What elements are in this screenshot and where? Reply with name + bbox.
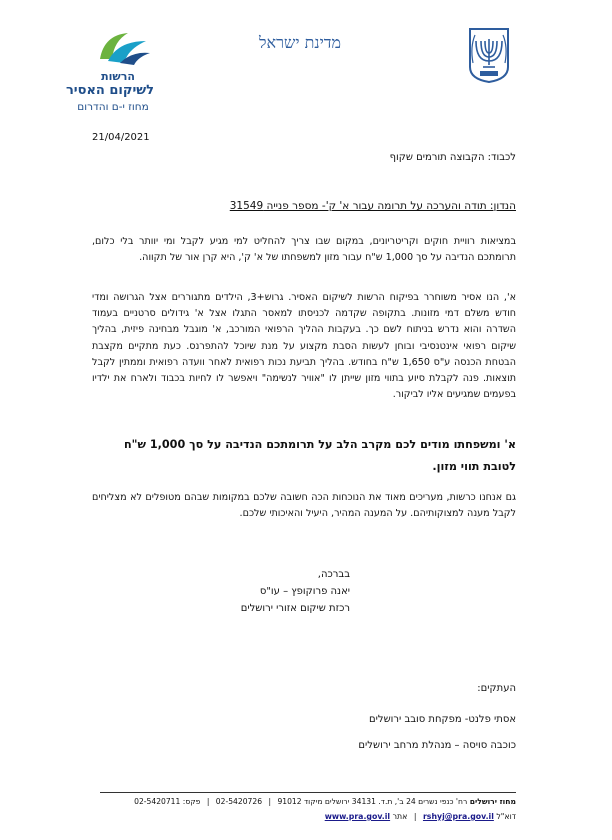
signature-block bbox=[240, 566, 350, 617]
body-paragraph-4: גם אנחנו כרשות, מעריכים מאוד את הנוכחות הכה חשובה שלכם במקומות שבהם מטופלים לא מצליחים לקבל מענה למצוקותיהם. על המענה המהיר, היעיל והאיכותי שלכם. bbox=[92, 492, 516, 520]
cc-item: כוכבה סויסה – מנהלת מרחב ירושלים bbox=[358, 740, 516, 751]
cc-item: אסתי פלנט- מפקחת סובב ירושלים bbox=[369, 714, 516, 725]
org-district: מחוז י-ם והדרום bbox=[77, 101, 149, 113]
body-paragraph-3-bold: א' ומשפחתו מודים לכם מקרב הלב על תרומתכם הנדיבה על סך 1,000 ש"ח לטובת תווי מזון. bbox=[123, 438, 516, 473]
letter-date: 21/04/2021 bbox=[92, 132, 150, 143]
footer-divider bbox=[100, 792, 516, 793]
rehabilitation-authority-logo-icon bbox=[94, 29, 154, 69]
signature-greeting: בברכה, bbox=[317, 569, 350, 580]
footer-email-label: דוא"ל bbox=[496, 812, 516, 821]
body-paragraph-2: א', הנו אסיר משוחרר בפיקוח הרשות לשיקום האסיר. גרוש+3, הילדים מתגוררים אצל הגרושה ומדי חודש משלם דמי מזונות. בתקופה שקדמה לכניסתו למאסר התגלו אצל א' גידולים סרטניים בעמוד השדרה והוא נדרש בניתוח לשם כך. בעקבות ההליך הרפואי המורכב, א' מוגבל מבחינה פיזית, בהליך שיקום רפואי אינטנסיבי ובוחן לעשות הסבת מקצוע על מנת שיוכל להתפרנס. כעת מתקיים מקצבת הבטחת הכנסה ע"ס 1,650 ש"ח בחודש. בהליך תביעת נכות רפואית לאחר וועדה רפואית וממתין לקבל תוצאות. פנה לקבלת סיוע בתווי מזון שייתן לו "אוויר לנשימה" ויאפשר לו לחיות בכבוד ולארח את ילדיו בפעמים שמגיעים אליו לביקור. bbox=[92, 292, 517, 401]
footer-site-label: אתר bbox=[392, 812, 408, 821]
org-name-line1: הרשות bbox=[101, 70, 135, 83]
footer-email-link[interactable]: rshyj@pra.gov.il bbox=[422, 812, 494, 821]
footer-contact-line: מחוז ירושלים רח' כנפי נשרים 24 ב', ת.ד. 34131 ירושלים מיקוד 91012 | 02-5420726 | פקס: 02-5420711 bbox=[134, 797, 516, 806]
state-name: מדינת ישראל bbox=[259, 33, 341, 52]
footer-address: רח' כנפי נשרים 24 ב', ת.ד. 34131 ירושלים מיקוד 91012 bbox=[277, 797, 468, 806]
footer-web-line: דוא"ל rshyj@pra.gov.il | אתר www.pra.gov.il bbox=[324, 812, 516, 821]
state-emblem-icon bbox=[466, 27, 512, 83]
footer-district: מחוז ירושלים bbox=[469, 797, 516, 806]
recipient: לכבוד: הקבוצה תורמים שקוף bbox=[389, 152, 516, 163]
body-paragraph-1: במציאות רוויית חוקים וקריטריונים, במקום שבו צריך להחליט למי מגיע לקבל ומי יוותר בלי כלום, תרומתכם הנדיבה על סך 1,000 ש"ח עבור מזון למשפחתו של א' ק', היא קרן אור של תקווה. bbox=[92, 236, 516, 264]
footer-fax: פקס: 02-5420711 bbox=[134, 797, 201, 806]
subject-line: הנדון: תודה והערכה על תרומה עבור א' ק'- מספר פנייה 31549 bbox=[229, 200, 516, 212]
cc-title: העתקים: bbox=[477, 683, 516, 694]
signature-name: יאנה פרוקופץ – עו"ס bbox=[259, 586, 350, 597]
org-name-line2: לשיקום האסיר bbox=[65, 83, 155, 98]
signature-role: רכזת שיקום אזורי ירושלים bbox=[240, 603, 350, 614]
footer-site-link[interactable]: www.pra.gov.il bbox=[324, 812, 391, 821]
footer-phone: 02-5420726 bbox=[215, 797, 263, 806]
